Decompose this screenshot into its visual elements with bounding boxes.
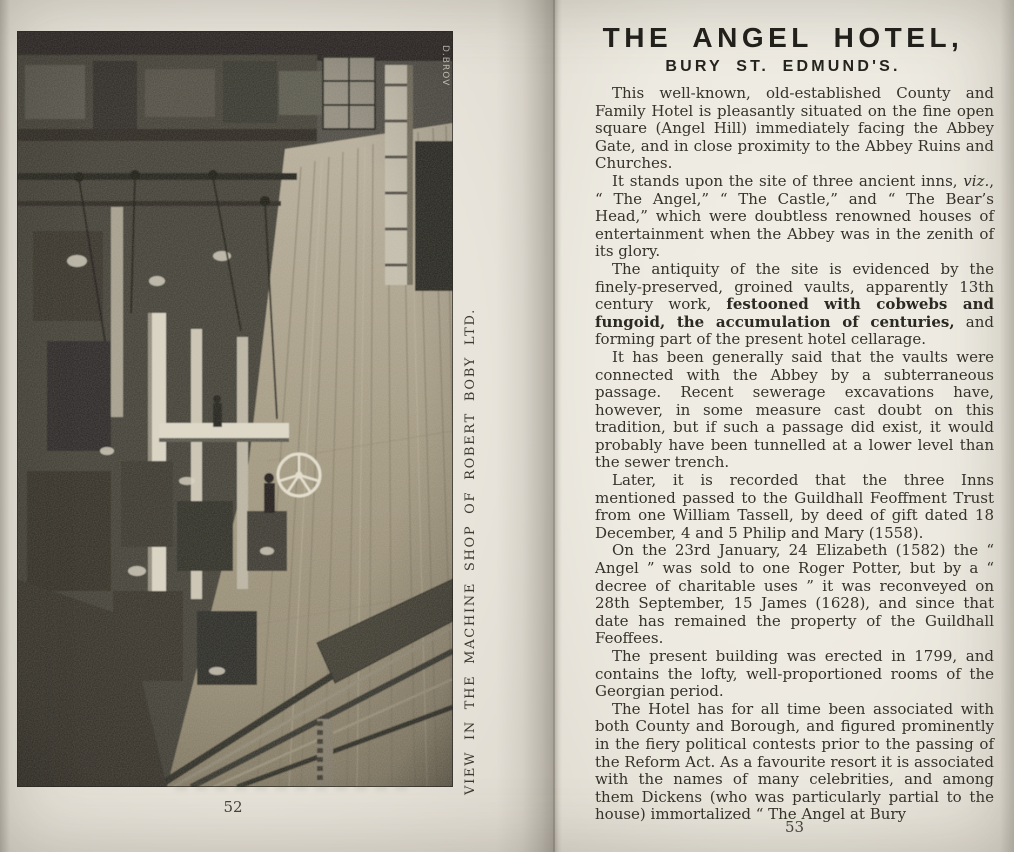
photographer-mark: D.BROV xyxy=(440,45,450,87)
paragraph-6 xyxy=(595,542,994,648)
paragraph-2-text-a: It stands upon the site of three ancient inns, xyxy=(612,171,964,190)
paragraph-1 xyxy=(595,85,994,173)
paragraph-4 xyxy=(595,349,994,472)
show-through-smudge xyxy=(175,782,415,791)
paragraph-3-bold: festooned with cobwebs and fungoid, the accumulation of centuries, xyxy=(595,295,994,331)
paragraph-8 xyxy=(595,701,994,824)
article-subtitle: BURY ST. EDMUND'S. xyxy=(665,58,901,75)
paragraph-3-text-b: and forming part of the present hotel cellarage. xyxy=(595,312,994,349)
page-number-right: 53 xyxy=(784,818,805,836)
photo-caption: VIEW IN THE MACHINE SHOP OF ROBERT BOBY LTD. xyxy=(463,308,478,795)
paragraph-5-text: Later, it is recorded that the three Inns mentioned passed to the Guildhall Feoffment Trust from one William Tassell, by deed of gift dated 18 December, 4 and 5 Philip and Mary (1558). xyxy=(595,471,994,542)
paragraph-7-text: The present building was erected in 1799, and contains the lofty, well-proportioned rooms of the Georgian period. xyxy=(595,647,994,701)
paragraph-3 xyxy=(595,261,994,349)
article-body xyxy=(595,85,994,824)
paragraph-2-text-b: , “ The Angel,” “ The Castle,” and “ The Bear’s Head,” which were doubtless renowned houses of entertainment when the Abbey was in the zenith of its glory. xyxy=(595,171,994,261)
machine-shop-photo-image xyxy=(17,31,453,787)
paragraph-5 xyxy=(595,472,994,542)
paragraph-2-italic: viz. xyxy=(963,171,990,190)
paragraph-6-text: On the 23rd January, 24 Elizabeth (1582) the “ Angel ” was sold to one Roger Potter, but by a “ decree of charitable uses ” it was reconveyed on 28th September, 15 James (1628), and since that date has remained the property of the Guildhall Feoffees. xyxy=(595,541,994,648)
paragraph-4-text: It has been generally said that the vaults were connected with the Abbey by a subterraneous passage. Recent sewerage excavations have, however, in some measure cast doubt on this tradition, but if such a passage did exist, it would probably have been tunnelled at a lower level than the sewer trench. xyxy=(595,347,994,472)
right-page xyxy=(548,0,1014,852)
article-title: THE ANGEL HOTEL, xyxy=(602,22,964,53)
paragraph-3-text-a: The antiquity of the site is evidenced by the finely-preserved, groined vaults, apparently 13th century work, xyxy=(595,259,994,314)
paragraph-7 xyxy=(595,648,994,701)
machine-shop-photo xyxy=(17,31,453,787)
paragraph-1-text: This well-known, old-established County and Family Hotel is pleasantly situated on the fine open square (Angel Hill) immediately facing the Abbey Gate, and in close proximity to the Abbey Ruins and Churches. xyxy=(595,84,994,173)
paragraph-2 xyxy=(595,173,994,261)
paragraph-8-text: The Hotel has for all time been associated with both County and Borough, and figured prominently in the fiery political contests prior to the passing of the Reform Act. As a favourite resort it is associated with the names of many celebrities, and among them Dickens (who was particularly partial to the house) immortalized “ The Angel at Bury xyxy=(595,699,994,824)
page-number-left: 52 xyxy=(223,798,243,816)
